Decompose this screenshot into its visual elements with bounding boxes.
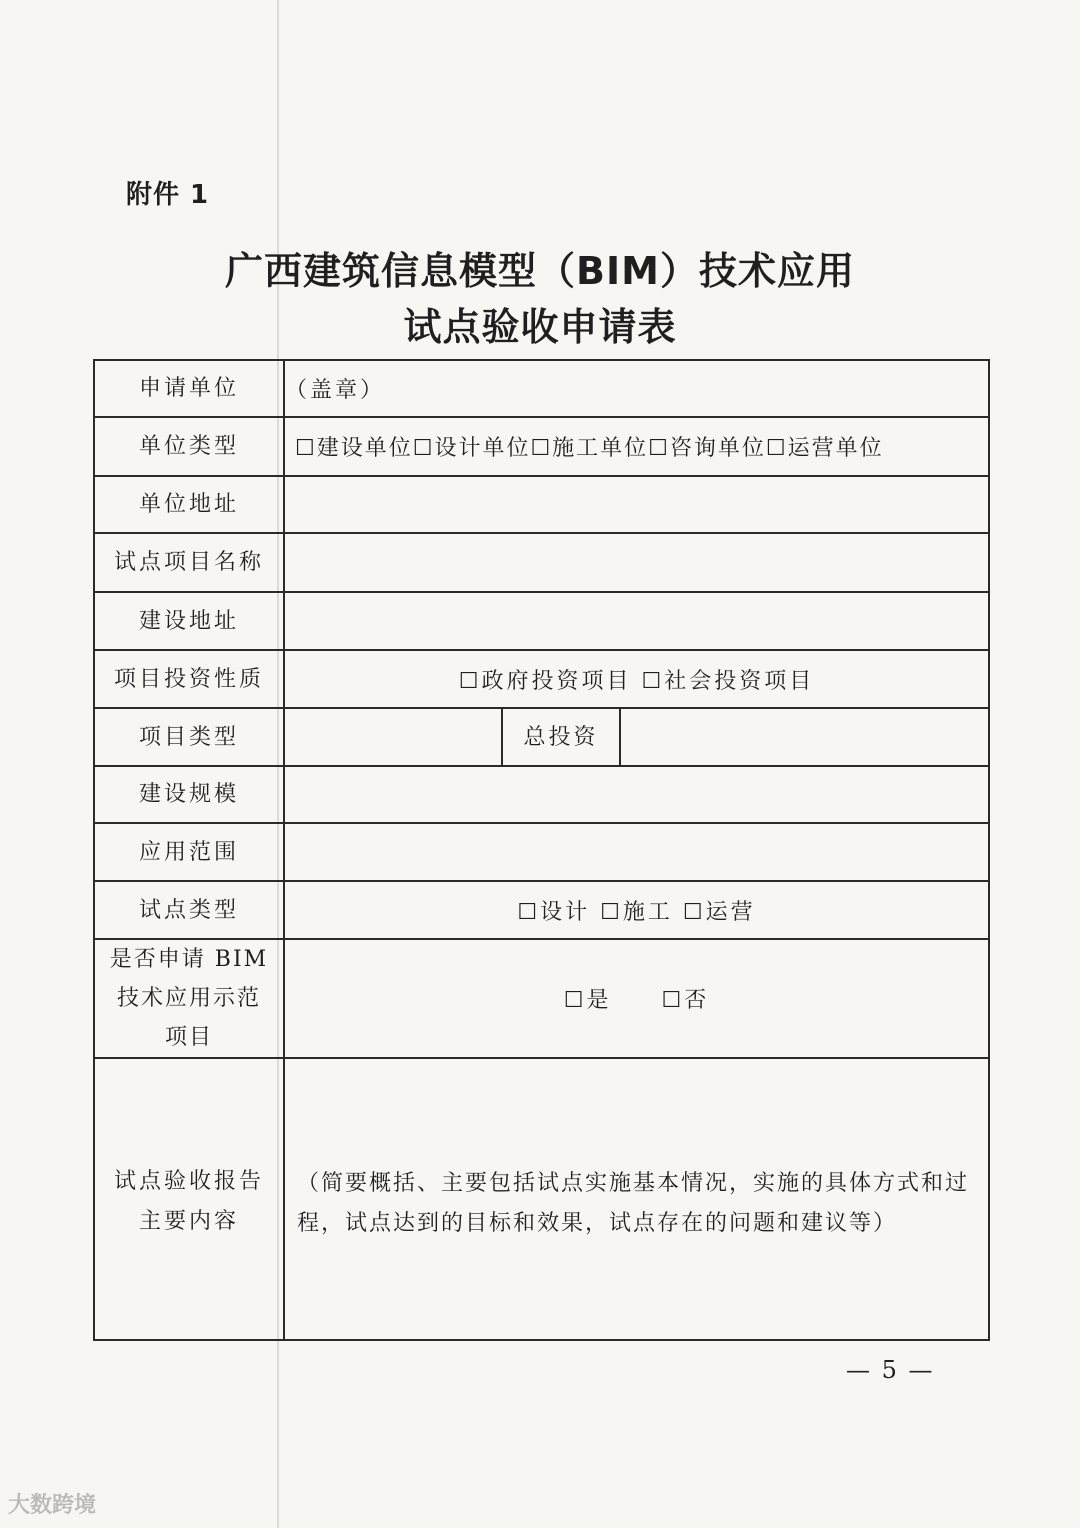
row-unit-address [94,476,989,533]
report-content-label-line1: 试点验收报告 [113,1169,264,1194]
report-content-field[interactable] [284,1058,989,1340]
demo-project-label-line1: 是否申请 BIM [109,947,269,972]
project-type-field[interactable] [284,708,502,766]
pilot-type-options[interactable]: ☐设计 ☐施工 ☐运营 [284,881,989,939]
construction-address-label: 建设地址 [94,592,284,650]
row-application-scope [94,823,989,881]
construction-scale-field[interactable] [284,766,989,823]
unit-address-label: 单位地址 [94,476,284,533]
applicant-field[interactable]: （盖章） [284,360,989,417]
row-project-type [94,708,989,766]
application-scope-label: 应用范围 [94,823,284,881]
application-scope-field[interactable] [284,823,989,881]
report-content-label-line2: 主要内容 [138,1209,239,1234]
demo-project-label [94,939,284,1058]
row-investment-nature [94,650,989,708]
demo-project-label-line3: 项目 [164,1025,213,1050]
row-construction-scale [94,766,989,823]
investment-nature-options[interactable]: ☐政府投资项目 ☐社会投资项目 [284,650,989,708]
unit-type-options[interactable]: ☐建设单位☐设计单位☐施工单位☐咨询单位☐运营单位 [284,417,989,476]
applicant-label: 申请单位 [94,360,284,417]
unit-type-label: 单位类型 [94,417,284,476]
row-unit-type [94,417,989,476]
construction-address-field[interactable] [284,592,989,650]
row-report-content [94,1058,989,1340]
report-content-label [94,1058,284,1340]
pilot-type-label: 试点类型 [94,881,284,939]
project-name-field[interactable] [284,533,989,592]
construction-scale-label: 建设规模 [94,766,284,823]
total-investment-label: 总投资 [502,708,620,766]
demo-project-options[interactable]: ☐是 ☐否 [284,939,989,1058]
watermark: 大数跨境 [8,1493,97,1518]
document-title-line2: 试点验收申请表 [403,305,677,349]
document-title-line1: 广西建筑信息模型（BIM）技术应用 [225,249,855,293]
total-investment-field[interactable] [620,708,989,766]
row-project-name [94,533,989,592]
application-form-table [93,359,990,1341]
row-pilot-type [94,881,989,939]
unit-address-field[interactable] [284,476,989,533]
attachment-label: 附件 1 [126,180,210,210]
investment-nature-label: 项目投资性质 [94,650,284,708]
page-number: — 5 — [846,1356,935,1384]
row-construction-address [94,592,989,650]
demo-project-label-line2: 技术应用示范 [116,986,261,1011]
project-type-label: 项目类型 [94,708,284,766]
report-content-hint: （简要概括、主要包括试点实施基本情况，实施的具体方式和过程，试点达到的目标和效果，试点存在的问题和建议等） [297,1171,970,1236]
row-demo-project [94,939,989,1058]
row-applicant [94,360,989,417]
project-name-label: 试点项目名称 [94,533,284,592]
